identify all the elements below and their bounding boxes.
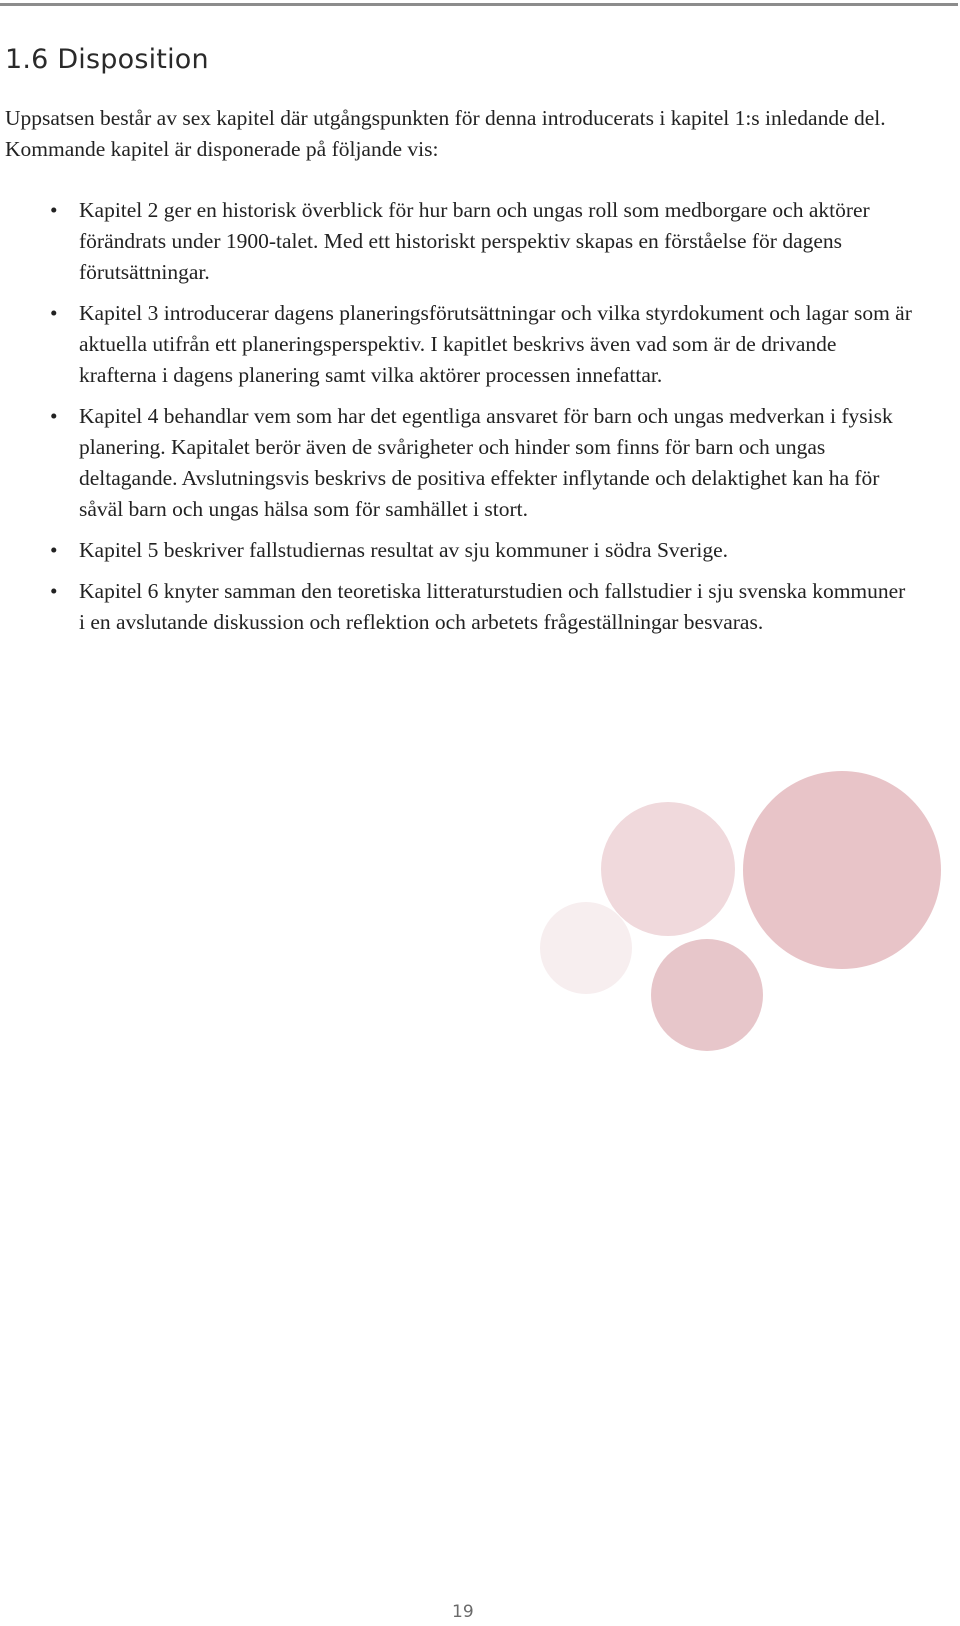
list-item-text: Kapitel 3 introducerar dagens planeringsförutsättningar och vilka styrdokument och lagar som är aktuella utifrån ett planeringsperspektiv. I kapitlet beskrivs även vad som är de drivande krafterna i dagens planering samt vilka aktörer processen innefattar. <box>79 301 912 387</box>
bullet-icon: • <box>50 579 58 603</box>
bullet-icon: • <box>50 301 58 325</box>
list-item-text: Kapitel 2 ger en historisk överblick för hur barn och ungas roll som medborgare och aktörer förändrats under 1900-talet. Med ett historiskt perspektiv skapas en förståelse för dagens förutsättningar. <box>79 198 870 284</box>
top-rule <box>0 3 958 6</box>
list-item-chapter-2 <box>50 195 912 288</box>
small-rose-circle <box>651 939 763 1051</box>
small-pale-circle <box>540 902 632 994</box>
bullet-icon: • <box>50 538 58 562</box>
bullet-icon: • <box>50 404 58 428</box>
bullet-icon: • <box>50 198 58 222</box>
chapter-list <box>50 195 912 648</box>
list-item-chapter-5 <box>50 535 912 566</box>
page-number: 19 <box>452 1602 474 1622</box>
section-heading: 1.6 Disposition <box>5 44 209 75</box>
list-item-chapter-3 <box>50 298 912 391</box>
intro-paragraph: Uppsatsen består av sex kapitel där utgångspunkten för denna introducerats i kapitel 1:s inledande del. Kommande kapitel är disponerade på följande vis: <box>5 106 886 161</box>
medium-circle <box>601 802 735 936</box>
list-item-text: Kapitel 6 knyter samman den teoretiska litteraturstudien och fallstudier i sju svenska kommuner i en avslutande diskussion och reflektion och arbetets frågeställningar besvaras. <box>79 579 906 634</box>
list-item-chapter-6 <box>50 576 912 638</box>
list-item-text: Kapitel 5 beskriver fallstudiernas resultat av sju kommuner i södra Sverige. <box>79 538 729 562</box>
list-item-text: Kapitel 4 behandlar vem som har det egentliga ansvaret för barn och ungas medverkan i fysisk planering. Kapitalet berör även de svårigheter och hinder som finns för barn och ungas deltagande. Avslutningsvis beskrivs de positiva effekter inflytande och delaktighet kan ha för såväl barn och ungas hälsa som för samhället i stort. <box>79 404 893 521</box>
list-item-chapter-4 <box>50 401 912 525</box>
large-circle <box>743 771 941 969</box>
